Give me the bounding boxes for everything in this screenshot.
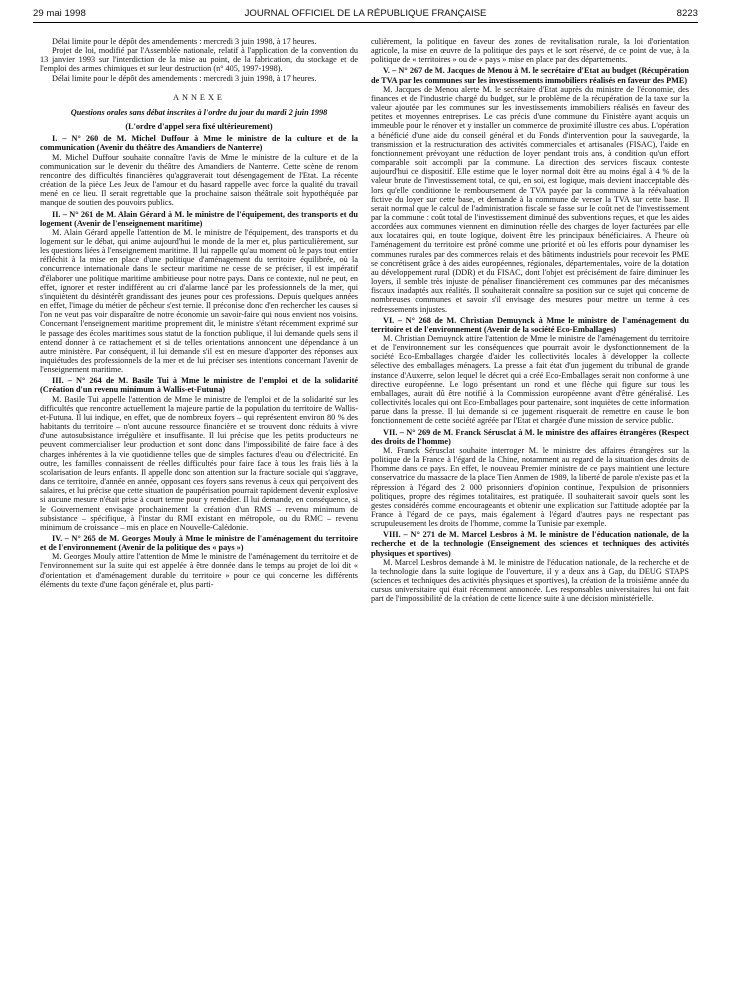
- question-heading: VI. – N° 268 de M. Christian Demuynck à Mme le ministre de l'aménagement du territoire et de l'environnement (Avenir de la société Eco-Emballages): [371, 315, 689, 334]
- question-heading: V. – N° 267 de M. Jacques de Menou à M. le secrétaire d'Etat au budget (Récupération de TVA par les communes sur les investissements immobiliers réalisés en faveur des PME): [371, 66, 689, 85]
- question-heading: I. – N° 260 de M. Michel Duffour à Mme le ministre de la culture et de la communication (Avenir du théâtre des Amandiers de Nanterre): [40, 134, 358, 153]
- deadline-paragraph-2: Délai limite pour le dépôt des amendements : mercredi 3 juin 1998, à 17 heures.: [52, 73, 317, 83]
- question-body: M. Franck Sérusclat souhaite interroger M. le ministre des affaires étrangères sur la politique de la France à l'égard de la Chine, notamment au regard de la situation des droits de l'homme dans ce pays. En effet, le nouveau Premier ministre de ce pays maintient une lecture conservatrice du massacre de la place Tien Anmen de 1989, la liberté de parole n'existe pas et la répression à l'égard des 2 000 prisonniers d'opinion continue, l'expulsion de prisonniers politiques, propre des régimes totalitaires, est pratiquée. Il souhaiterait savoir quels sont les gestes considérés comme encourageants et obtenir une explication sur l'attitude adoptée par la France à l'égard de ce pays, mais également à l'égard d'autres pays ne respectant pas scrupuleusement les droits de l'homme, comme la Tunisie par exemple.: [371, 445, 689, 529]
- annex-heading: ANNEXE: [173, 92, 225, 102]
- header-title: JOURNAL OFFICIEL DE LA RÉPUBLIQUE FRANÇAISE: [244, 8, 487, 19]
- right-column: [371, 37, 689, 604]
- question-body: M. Michel Duffour souhaite connaître l'avis de Mme le ministre de la culture et de la communication sur le devenir du théâtre des Amandiers de Nanterre. Cette scène de renom rencontre des difficultés financières qu'aggraverait tout désengagement de l'Etat. La récente création de la pièce Les Jeux de l'amour et du hasard rappelle avec force la qualité du travail mené en ce lieu. Il serait regrettable que la prochaine saison théâtrale soit hypothéquée par manque de soutien des pouvoirs publics.: [40, 152, 358, 208]
- page-header: [33, 6, 698, 23]
- continued-paragraph: culièrement, la politique en faveur des zones de revitalisation rurale, la loi d'orientation agricole, la mise en œuvre de la politique des pays et le sort réservé, de ce point de vue, à la politique de « territoires » ou de « pays » mise en place par des départements.: [371, 37, 689, 65]
- question-body: M. Georges Mouly attire l'attention de Mme le ministre de l'aménagement du territoire et de l'environnement sur la suite qui est appelée à être donnée dans le temps au projet de loi dit « d'orientation et d'aménagement durable du territoire » pour ce qui concerne les différents éléments du texte d'une façon générale et, plus parti-: [40, 552, 358, 589]
- question-heading: VII. – N° 269 de M. Franck Sérusclat à M. le ministre des affaires étrangères (Respect des droits de l'homme): [371, 427, 689, 446]
- deadline-paragraph: Délai limite pour le dépôt des amendements : mercredi 3 juin 1998, à 17 heures.: [52, 37, 317, 46]
- question-heading: IV. – N° 265 de M. Georges Mouly à Mme le ministre de l'aménagement du territoire et de l'environnement (Avenir de la politique des « pays »): [40, 533, 358, 553]
- bill-paragraph: Projet de loi, modifié par l'Assemblée nationale, relatif à l'application de la convention du 13 janvier 1993 sur l'interdiction de la mise au point, de la fabrication, du stockage et de l'emploi des armes chimiques et sur leur destruction (n° 405, 1997-1998).: [40, 46, 358, 74]
- question-heading: II. – N° 261 de M. Alain Gérard à M. le ministre de l'équipement, des transports et du logement (Avenir de l'enseignement maritime): [40, 209, 358, 228]
- question-body: M. Basile Tui appelle l'attention de Mme le ministre de l'emploi et de la solidarité sur les difficultés que rencontre actuellement la majeure partie de la population du territoire de Wallis-et-Futuna. Il lui indique, en effet, que de nombreux foyers – qui représentent environ 80 % des habitants du territoire – n'ont aucune ressource financière et se trouvent donc réduits à vivre d'une autosubsistance irrégulière et insuffisante. Il lui précise que les petits producteurs ne peuvent commercialiser leur production et sont donc dans l'impossibilité de faire face à des charges inhérentes à la vie quotidienne telles que de simples factures d'eau ou d'électricité. En outre, les familles connaissent de réelles difficultés pour faire face à tous les frais liés à la scolarisation de leurs enfants. Il appelle donc son attention sur la fracture sociale qui s'aggrave, dans ce territoire, d'année en année, opposant ces foyers sans revenus à ceux qui perçoivent des salaires, et lui précise que cette situation de paupérisation pourrait rapidement devenir explosive si aucune mesure n'était prise à court terme pour y remédier. Il lui demande, en conséquence, si le Gouvernement envisage prochainement la création d'un RMS – revenu minimum de subsistance – spécifique, à l'instar du RMI existant en métropole, ou du RMC – revenu minimum de croissance – mis en place en Nouvelle-Calédonie.: [40, 394, 358, 532]
- header-page-number: 8223: [676, 8, 698, 19]
- question-body: M. Jacques de Menou alerte M. le secrétaire d'Etat auprès du ministre de l'économie, des finances et de l'industrie chargé du budget, sur le problème de la récupération de la taxe sur la valeur ajoutée par les communes sur les investissements immobiliers réalisés en faveur des petites et moyennes entreprises. Le cas précis d'une commune du Finistère ayant acquis un immeuble pour le rénover et y installer un commerce de proximité illustre ces abus. L'opération a bénéficié d'une aide du conseil général et du Fonds d'intervention pour la sauvegarde, la transmission et la restructuration des activités commerciales et artisanales (FISAC), l'aide en fonctionnement prévoyant une réduction de loyer pendant trois ans, à condition qu'un effort comparable soit accompli par la commune. La direction des services fiscaux conteste aujourd'hui ce dispositif. Elle estime que le loyer normal doit être au moins égal à 4 % de la valeur brute de l'investissement total, ce qui, en soi, est logique, mais devient inacceptable dès lors qu'elle conditionne le remboursement de TVA payée par la commune à la réévaluation fictive du loyer sur cette base, et demande à la commune de verser la TVA sur cette base. Il serait normal que le calcul de l'administration fiscale se fasse sur le coût net de l'investissement par la commune : coût total de l'investissement diminué des subventions reçues, et que les aides accordées aux communes viennent en diminution réelle des charges de loyer facturées par elle aux locataires qui, en toute logique, doivent être les principaux bénéficiaires. A l'heure où l'aménagement du territoire est prôné comme une priorité et où les efforts pour dynamiser les communes rurales par des commerces relais et des bâtiments industriels pour recevoir les PME se concrétisent grâce à des aides européennes, régionales, départementales, voire de la dotation au développement rural (DDR) et du FISAC, dont l'objet est précisément de faire diminuer les loyers, il semble très injuste de pénaliser financièrement ces communes par des mécanismes fiscaux inadaptés aux réalités. Il souhaiterait connaître sa position sur ce sujet qui concerne de nombreuses communes et savoir s'il envisage des mesures pour mettre un terme à ces redressements injustes.: [371, 84, 689, 314]
- question-body: M. Christian Demuynck attire l'attention de Mme le ministre de l'aménagement du territoire et de l'environnement sur les conséquences que pourrait avoir le dysfonctionnement de la société Eco-Emballages chargée d'aider les collectivités locales à développer la collecte sélective des emballages ménagers. La presse a fait état d'un jugement du tribunal de grande instance d'Auxerre, selon lequel le décret qui a créé Eco-Emballages serait non conforme à une directive européenne. Le logo présentant un rond et une flèche qui figure sur tous les emballages, aurait dû être notifié à la Commission européenne avant d'être généralisé. Les collectivités locales qui ont Eco-Emballages pour partenaire, sont inquiètes de cette information parue dans la presse. Il lui demande si ce jugement risquerait de remettre en cause le bon fonctionnement de cette société agréée par l'Etat et chargée d'une mission de service public.: [371, 334, 689, 426]
- questions-subheading: Questions orales sans débat inscrites à l'ordre du jour du mardi 2 juin 1998: [70, 107, 328, 117]
- question-body: M. Alain Gérard appelle l'attention de M. le ministre de l'équipement, des transports et du logement sur le débat, qui anime aujourd'hui le monde de la mer et, plus particulièrement, sur les questions liées à l'enseignement maritime. Il lui rappelle qu'au moment où le pays tout entier réfléchit à la mise en place d'une politique d'aménagement du territoire équilibrée, où la concurrence internationale dans le secteur maritime ne cesse de se préciser, il est impératif d'élaborer une politique maritime ambitieuse pour notre pays. Dans ce contexte, nul ne peut, en effet, ignorer et rester indifférent au cri d'alarme lancé par les professionnels de la mer, qui s'inquiètent du désintérêt grandissant des jeunes pour ces professions. Depuis quelques années en effet, l'image du métier de pêcheur s'est ternie. Il préconise donc d'en rechercher les causes si l'on ne veut pas voir disparaître de notre économie un savoir-faire qui nous envient nos voisins. Concernant l'enseignement maritime proprement dit, le ministre s'étant récemment exprimé sur le passage des écoles maritimes sous statut de la fonction publique, il lui demande quels sens il entend donner à ce rattachement et si de telles orientations annoncent une dépendance à un autre ministère. Par conséquent, il lui demande s'il est en mesure d'apporter des réponses aux inquiétudes des professionnels de la mer et de lui préciser ses intentions concernant l'avenir de l'enseignement maritime.: [40, 227, 358, 375]
- left-column: [40, 37, 358, 589]
- question-body: M. Marcel Lesbros demande à M. le ministre de l'éducation nationale, de la recherche et de la technologie dans la suite logique de l'ouverture, il y a deux ans à Gap, du DEUG STAPS (sciences et techniques des activités physiques et sportives), la création de la troisième année du cursus universitaire qui était récemment annoncée. Les responsables universitaires lui ont fait part de l'impossibilité de la création de cette licence suite à une décision ministérielle.: [371, 557, 689, 604]
- order-note: (L'ordre d'appel sera fixé ultérieurement): [125, 122, 273, 132]
- header-date: 29 mai 1998: [33, 8, 86, 19]
- question-heading: VIII. – N° 271 de M. Marcel Lesbros à M. le ministre de l'éducation nationale, de la recherche et de la technologie (Enseignement des sciences et techniques des activités physiques et sportives): [371, 530, 689, 558]
- question-heading: III. – N° 264 de M. Basile Tui à Mme le ministre de l'emploi et de la solidarité (Création d'un revenu minimum à Wallis-et-Futuna): [40, 376, 358, 395]
